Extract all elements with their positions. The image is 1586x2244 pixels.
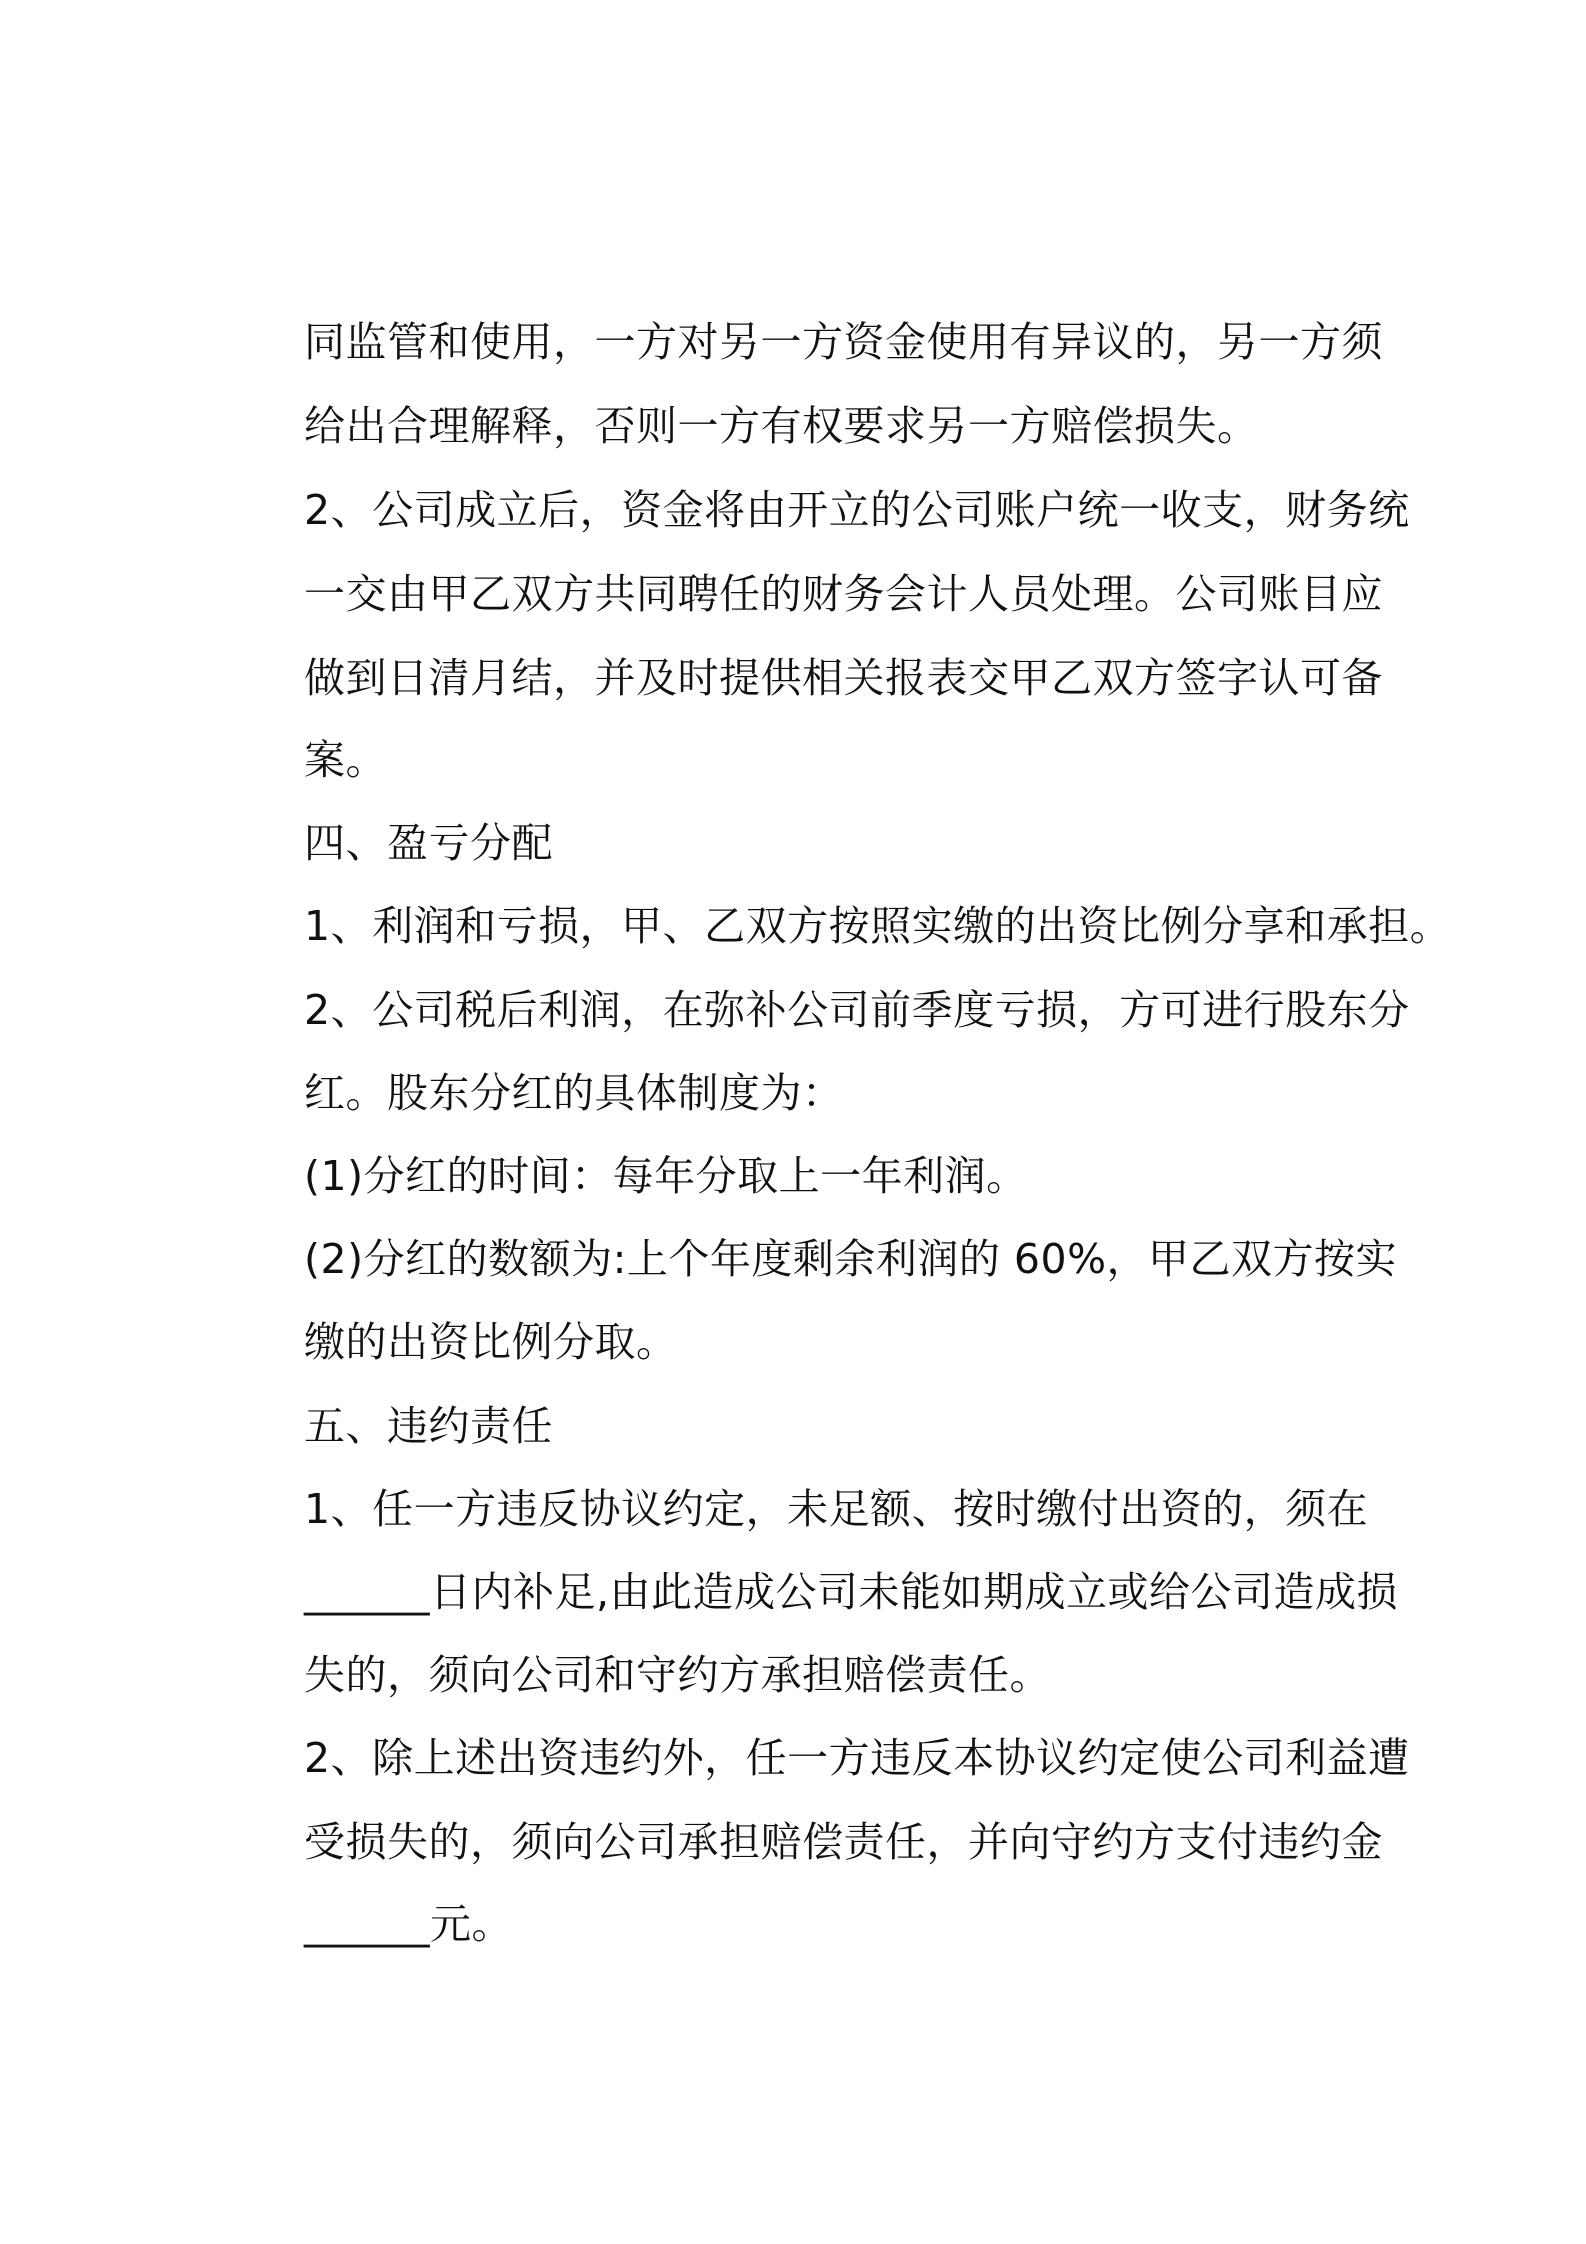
text-line: (1)分红的时间：每年分取上一年利润。: [304, 1152, 1028, 1200]
text-line: 红。股东分红的具体制度为：: [304, 1069, 844, 1117]
text-line: 缴的出资比例分取。: [304, 1318, 678, 1366]
text-line: ______元。: [304, 1900, 513, 1948]
text-line: 2、公司税后利润，在弥补公司前季度亏损，方可进行股东分: [304, 986, 1410, 1034]
section-heading: 四、盈亏分配: [304, 819, 553, 867]
text-line: 1、利润和亏损，甲、乙双方按照实缴的出资比例分享和承担。: [304, 902, 1452, 950]
text-line: 做到日清月结，并及时提供相关报表交甲乙双方签字认可备: [304, 654, 1383, 702]
text-line: 案。: [304, 736, 387, 784]
text-line: 一交由甲乙双方共同聘任的财务会计人员处理。公司账目应: [304, 570, 1383, 618]
text-line: 同监管和使用，一方对另一方资金使用有异议的，另一方须: [304, 318, 1383, 366]
text-line: 2、除上述出资违约外，任一方违反本协议约定使公司利益遭: [304, 1734, 1410, 1782]
text-line: 2、公司成立后，资金将由开立的公司账户统一收支，财务统: [304, 486, 1410, 534]
text-line: 受损失的，须向公司承担赔偿责任，并向守约方支付违约金: [304, 1818, 1383, 1866]
text-line: (2)分红的数额为:上个年度剩余利润的 60%，甲乙双方按实: [304, 1235, 1398, 1283]
section-heading: 五、违约责任: [304, 1402, 553, 1450]
text-line: 失的，须向公司和守约方承担赔偿责任。: [304, 1651, 1051, 1699]
text-line: 1、任一方违反协议约定，未足额、按时缴付出资的，须在: [304, 1485, 1369, 1533]
text-line: ______日内补足,由此造成公司未能如期成立或给公司造成损: [304, 1568, 1399, 1616]
text-line: 给出合理解释，否则一方有权要求另一方赔偿损失。: [304, 402, 1259, 450]
